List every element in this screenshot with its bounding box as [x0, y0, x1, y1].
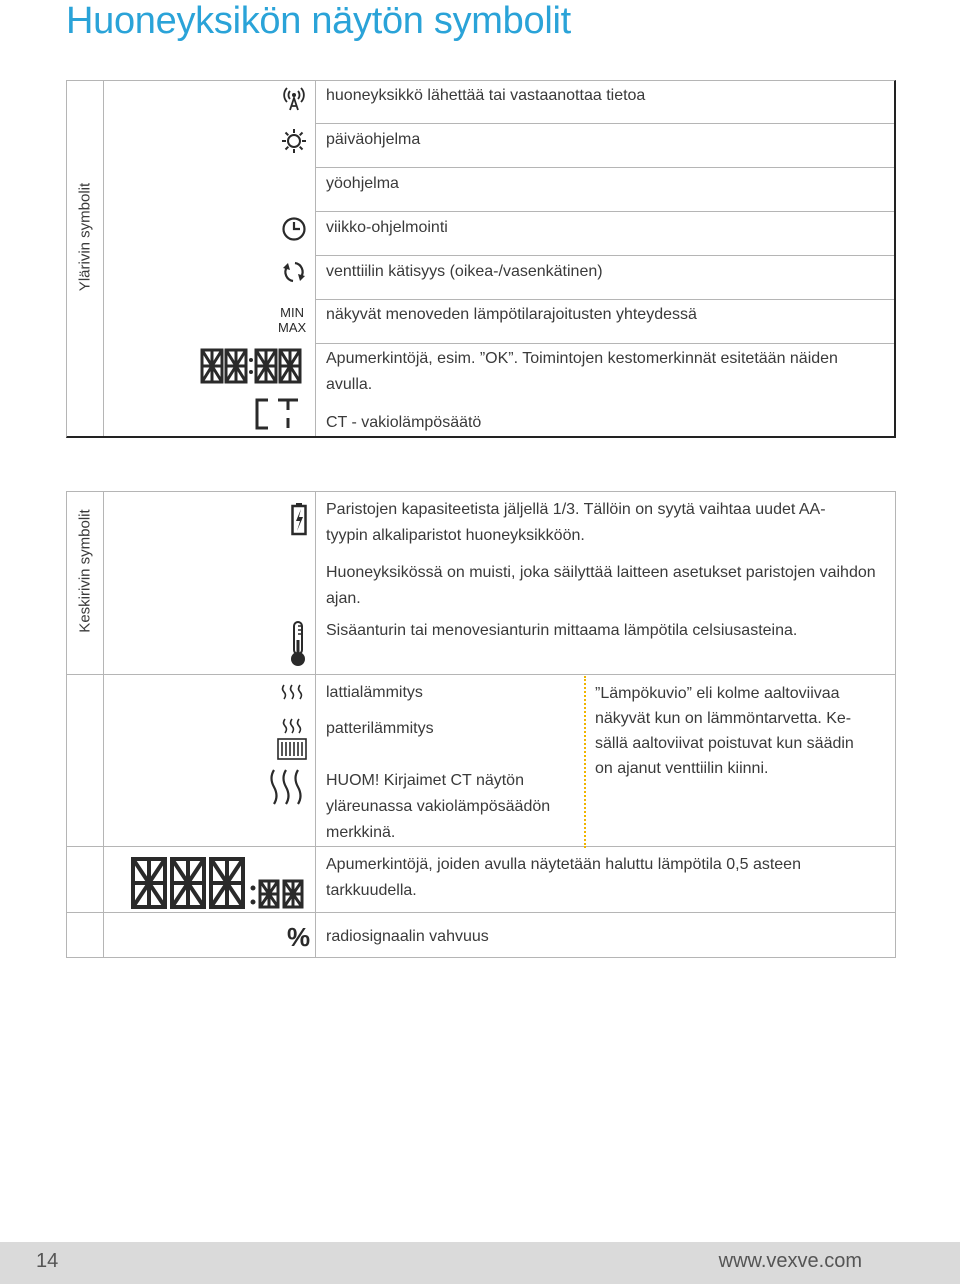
min-max-icon: MIN MAX	[278, 305, 307, 335]
row-ct-text: CT - vakiolämpösäätö	[326, 414, 482, 431]
page-number: 14	[36, 1250, 59, 1272]
huom-text: HUOM! Kirjaimet CT näytön yläreunassa vakiolämpösäädön merkkinä.	[326, 772, 551, 841]
page-footer	[0, 1242, 960, 1284]
row-minmax-text: näkyvät menoveden lämpötilarajoitusten yhteydessä	[326, 306, 697, 323]
clock-icon	[281, 216, 307, 242]
battery-icon	[291, 502, 307, 536]
floor-heating-icon	[279, 683, 305, 701]
ct-icon	[254, 398, 302, 430]
radiator-heating-text: patterilämmitys	[326, 720, 434, 737]
antenna-icon	[282, 86, 306, 112]
large-segment-display-icon	[130, 856, 308, 912]
row-antenna-text: huoneyksikkö lähettää tai vastaanottaa tietoa	[326, 87, 646, 104]
thermometer-icon	[288, 620, 308, 668]
sun-icon	[281, 128, 307, 154]
thermometer-text: Sisäanturin tai menovesianturin mittaama lämpötila celsiusasteina.	[326, 622, 798, 639]
rotate-arrows-icon	[281, 259, 307, 285]
segment-text: Apumerkintöjä, joiden avulla näytetään haluttu lämpötila 0,5 asteen tarkkuudella.	[326, 856, 801, 899]
row-moon-text: yöohjelma	[326, 175, 399, 192]
memory-text: Huoneyksikössä on muisti, joka säilyttää laitteen asetukset paristojen vaihdon ajan.	[326, 564, 876, 607]
row-clock-text: viikko-ohjelmointi	[326, 219, 448, 236]
heat-waves-icon	[267, 768, 305, 806]
page-title: Huoneyksikön näytön symbolit	[66, 0, 571, 42]
segment-display-icon	[200, 348, 306, 386]
row-rotate-text: venttiilin kätisyys (oikea-/vasenkätinen)	[326, 263, 603, 280]
heat-pattern-note: ”Lämpökuvio” eli kolme aaltoviivaa näkyvät kun on lämmöntarvetta. Ke- sällä aaltoviivat poistuvat kun säädin on ajanut venttiilin kiinni.	[595, 685, 854, 777]
row-segment-text: Apumerkintöjä, esim. ”OK”. Toimintojen kestomerkinnät esitetään näiden avulla.	[326, 350, 838, 393]
website-link[interactable]: www.vexve.com	[718, 1250, 862, 1272]
floor-heating-text: lattialämmitys	[326, 684, 423, 701]
row-sun-text: päiväohjelma	[326, 131, 421, 148]
dotted-separator	[584, 676, 586, 848]
column-divider	[315, 81, 316, 436]
section-label: Ylärivin symbolit	[67, 81, 104, 436]
radio-signal-text: radiosignaalin vahvuus	[326, 928, 489, 945]
moon-icon	[287, 172, 307, 198]
radiator-icon	[276, 718, 308, 762]
battery-text: Paristojen kapasiteetista jäljellä 1/3. Tällöin on syytä vaihtaa uudet AA-tyypin alkaliparistot huoneyksikköön.	[326, 501, 826, 544]
column-divider	[315, 492, 316, 957]
section-label: Keskirivin symbolit	[67, 492, 104, 957]
percent-icon: %	[287, 922, 311, 952]
